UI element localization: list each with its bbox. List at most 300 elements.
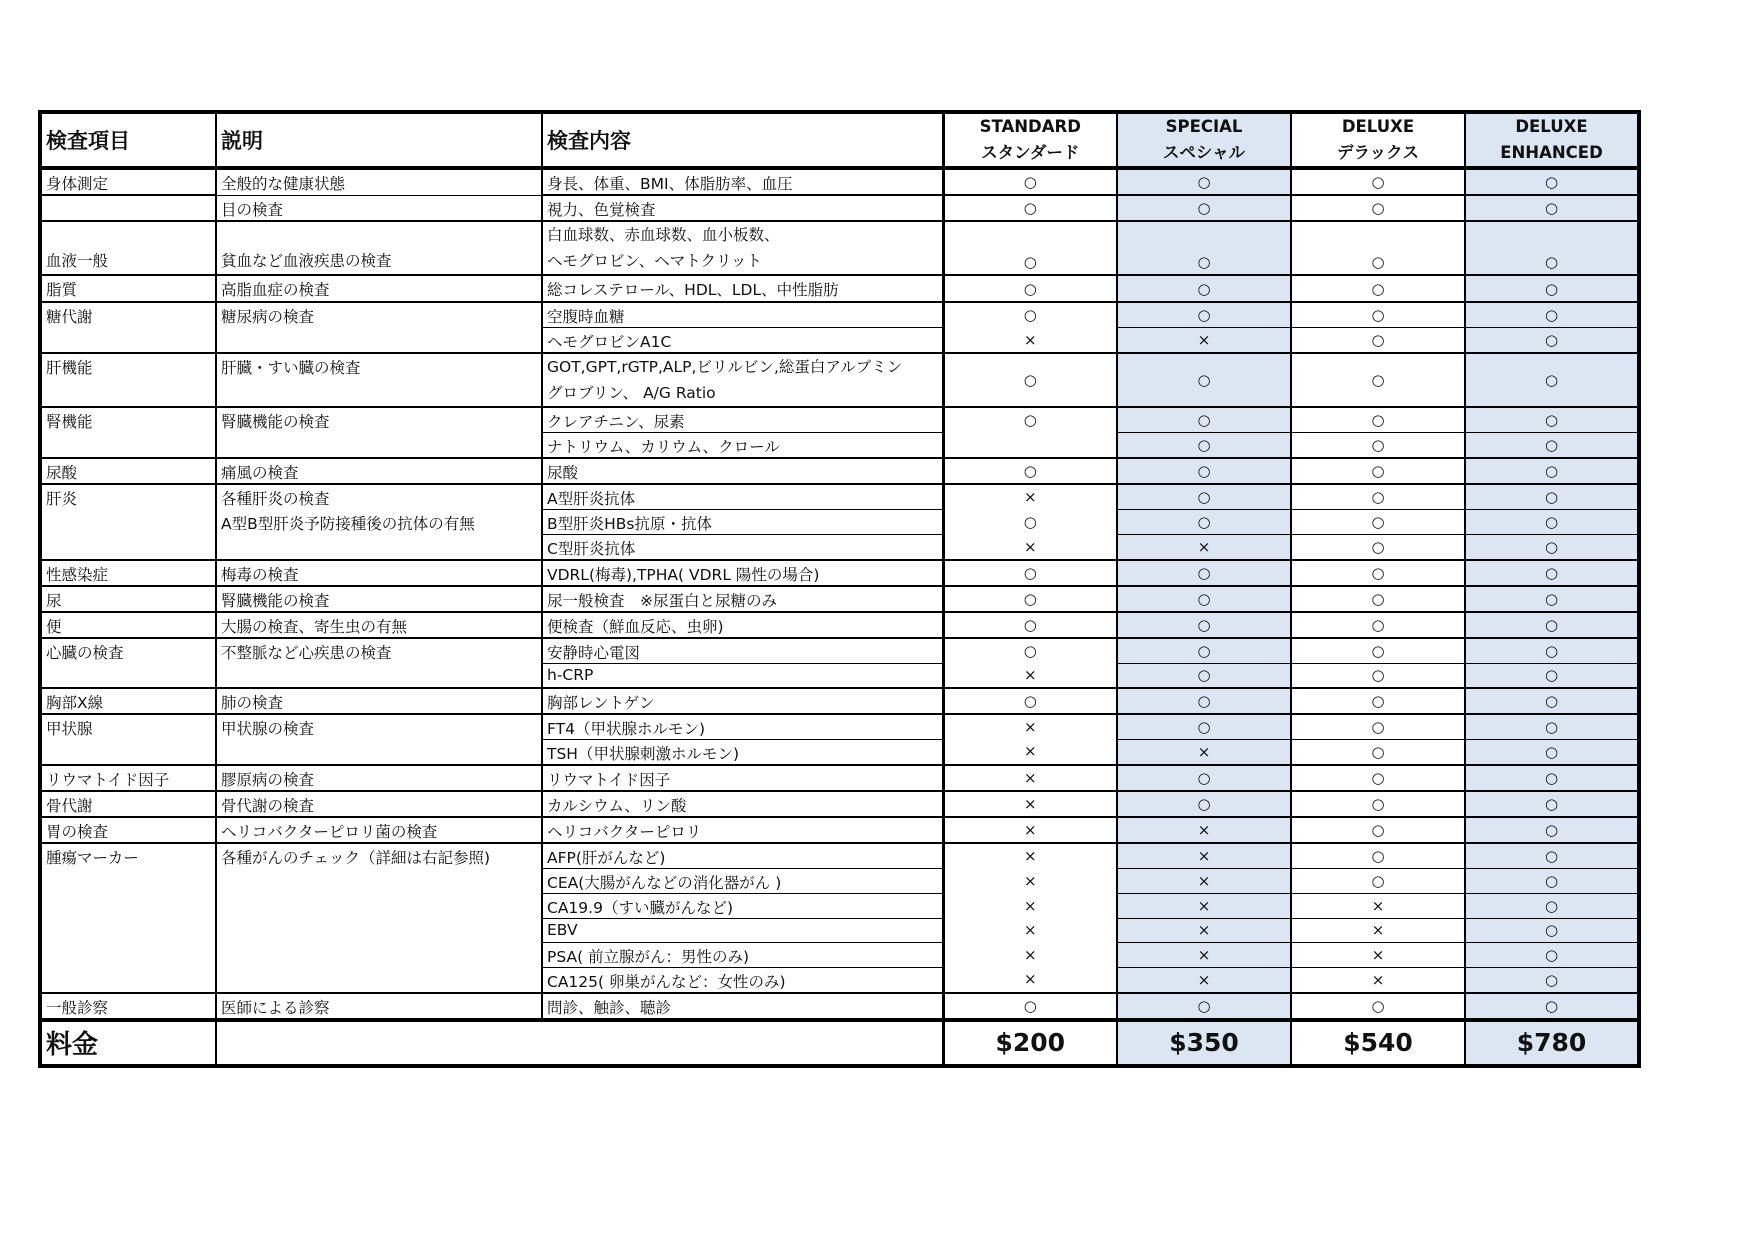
plan-mark-standard (943, 993, 1117, 1020)
circle-mark: ○ (1544, 306, 1559, 324)
plan-mark-deluxe (1291, 817, 1465, 843)
circle-mark: ○ (1371, 306, 1385, 324)
header-row (40, 112, 1639, 168)
circle-mark: ○ (1371, 642, 1385, 660)
plan-mark-special (1117, 195, 1291, 221)
table-row (40, 302, 1639, 328)
plan-mark-deluxe (1291, 843, 1465, 869)
cell-description (216, 942, 542, 967)
plan-mark-special (1117, 638, 1291, 664)
circle-mark: ○ (1197, 590, 1211, 608)
cell-description: 骨代謝の検査 (216, 791, 542, 817)
plan-mark-deluxe (1291, 195, 1465, 221)
plan-mark-special (1117, 765, 1291, 791)
table-row (40, 275, 1639, 302)
cross-mark: × (1023, 666, 1037, 684)
cell-description: 各種がんのチェック（詳細は右記参照) (216, 843, 542, 869)
circle-mark: ○ (1544, 846, 1559, 865)
table-row (40, 664, 1639, 688)
plan-mark-special (1117, 918, 1291, 942)
cross-mark: × (1023, 945, 1037, 964)
cross-mark: × (1023, 896, 1037, 915)
plan-mark-deluxe (1291, 168, 1465, 195)
circle-mark: ○ (1544, 411, 1559, 429)
checkup-price-table (38, 110, 1641, 1068)
cross-mark: × (1023, 537, 1037, 556)
price-standard: $200 (943, 1020, 1117, 1066)
price-label: 料金 (40, 1020, 216, 1066)
cross-mark: × (1197, 538, 1211, 556)
plan-mark-deluxe-enhanced (1465, 714, 1639, 740)
plan-mark-deluxe (1291, 765, 1465, 791)
table-row (40, 714, 1639, 740)
cell-description: 貧血など血液疾患の検査 (216, 221, 542, 275)
plan-mark-standard (943, 560, 1117, 586)
circle-mark: ○ (1023, 371, 1037, 389)
circle-mark: ○ (1023, 253, 1037, 271)
cell-content: 尿酸 (542, 458, 943, 484)
cell-item: 肝機能 (40, 353, 216, 407)
plan-mark-deluxe-enhanced (1465, 221, 1639, 275)
table-row (40, 638, 1639, 664)
table-row (40, 612, 1639, 638)
cell-content: 便検査（鮮血反応、虫卵) (542, 612, 943, 638)
table-row (40, 918, 1639, 942)
circle-mark: ○ (1544, 666, 1559, 685)
cross-mark: × (1197, 846, 1211, 865)
plan-mark-deluxe (1291, 221, 1465, 275)
cell-content: B型肝炎HBs抗原・抗体 (542, 510, 943, 535)
circle-mark: ○ (1371, 411, 1385, 429)
circle-mark: ○ (1544, 173, 1559, 191)
plan-mark-standard (943, 535, 1117, 561)
cell-item: 脂質 (40, 275, 216, 302)
circle-mark: ○ (1023, 306, 1037, 325)
cell-description (216, 328, 542, 354)
cross-mark: × (1023, 768, 1037, 787)
circle-mark: ○ (1197, 691, 1211, 710)
plan-name-ja: デラックス (1336, 143, 1419, 162)
cross-mark: × (1197, 945, 1211, 964)
circle-mark: ○ (1197, 768, 1211, 787)
plan-mark-special (1117, 560, 1291, 586)
plan-name-ja: ENHANCED (1500, 143, 1603, 162)
cell-content: 問診、触診、聴診 (542, 993, 943, 1020)
content-line: 白血球数、赤血球数、血小板数、 (547, 226, 780, 244)
circle-mark: ○ (1371, 717, 1385, 736)
plan-mark-special (1117, 433, 1291, 459)
cell-item: 便 (40, 612, 216, 638)
circle-mark: ○ (1023, 616, 1037, 634)
cell-content: CA125( 卵巣がんなど：女性のみ) (542, 967, 943, 993)
cell-item: 胸部X線 (40, 688, 216, 714)
cell-item: 糖代謝 (40, 302, 216, 328)
cell-description: 梅毒の検査 (216, 560, 542, 586)
plan-mark-deluxe-enhanced (1465, 739, 1639, 765)
plan-mark-standard (943, 221, 1117, 275)
table-row (40, 353, 1639, 407)
plan-mark-special (1117, 353, 1291, 407)
circle-mark: ○ (1023, 691, 1037, 710)
cell-content: 空腹時血糖 (542, 302, 943, 328)
plan-mark-deluxe-enhanced (1465, 275, 1639, 302)
circle-mark: ○ (1371, 436, 1385, 454)
cell-description (216, 739, 542, 765)
cross-mark: × (1023, 846, 1037, 865)
plan-mark-standard (943, 638, 1117, 664)
cell-description: 不整脈など心疾患の検査 (216, 638, 542, 664)
plan-mark-standard (943, 510, 1117, 535)
cell-description: 目の検査 (216, 195, 542, 221)
cell-item: 性感染症 (40, 560, 216, 586)
cell-item: 骨代謝 (40, 791, 216, 817)
table-row (40, 560, 1639, 586)
plan-mark-deluxe-enhanced (1465, 843, 1639, 869)
circle-mark: ○ (1544, 768, 1559, 787)
header-description: 説明 (216, 112, 542, 168)
plan-mark-special (1117, 302, 1291, 328)
plan-mark-deluxe-enhanced (1465, 612, 1639, 638)
table-row (40, 942, 1639, 967)
cross-mark: × (1197, 921, 1211, 939)
plan-mark-deluxe (1291, 993, 1465, 1020)
cell-description: A型B型肝炎予防接種後の抗体の有無 (216, 510, 542, 535)
plan-mark-standard (943, 817, 1117, 843)
cell-content: A型肝炎抗体 (542, 484, 943, 510)
plan-mark-deluxe-enhanced (1465, 407, 1639, 433)
cross-mark: × (1023, 330, 1037, 349)
cell-description: 痛風の検査 (216, 458, 542, 484)
plan-mark-standard (943, 275, 1117, 302)
circle-mark: ○ (1371, 371, 1385, 389)
cell-description (216, 868, 542, 893)
cell-content (542, 221, 943, 275)
cell-description: 全般的な健康状態 (216, 168, 542, 195)
circle-mark: ○ (1023, 642, 1037, 661)
cell-description: 大腸の検査、寄生虫の有無 (216, 612, 542, 638)
cell-description (216, 535, 542, 561)
plan-mark-deluxe (1291, 918, 1465, 942)
circle-mark: ○ (1544, 564, 1559, 582)
plan-mark-deluxe (1291, 586, 1465, 612)
circle-mark: ○ (1544, 820, 1559, 839)
plan-mark-special (1117, 817, 1291, 843)
circle-mark: ○ (1544, 896, 1559, 915)
circle-mark: ○ (1544, 996, 1559, 1015)
circle-mark: ○ (1023, 462, 1037, 480)
circle-mark: ○ (1544, 436, 1559, 454)
cross-mark: × (1023, 921, 1037, 939)
cell-item: 心臓の検査 (40, 638, 216, 664)
plan-mark-deluxe (1291, 612, 1465, 638)
cell-item: 肝炎 (40, 484, 216, 510)
circle-mark: ○ (1197, 279, 1211, 298)
circle-mark: ○ (1371, 691, 1385, 710)
cell-description: 腎臓機能の検査 (216, 407, 542, 433)
circle-mark: ○ (1371, 331, 1385, 349)
cell-content: 身長、体重、BMI、体脂肪率、血圧 (542, 168, 943, 195)
cell-description (216, 918, 542, 942)
plan-mark-deluxe-enhanced (1465, 791, 1639, 817)
plan-mark-deluxe (1291, 407, 1465, 433)
content-line: グロブリン、 A/G Ratio (547, 384, 716, 402)
circle-mark: ○ (1197, 996, 1211, 1015)
plan-mark-standard (943, 893, 1117, 918)
circle-mark: ○ (1371, 513, 1385, 531)
cell-item (40, 893, 216, 918)
circle-mark: ○ (1197, 173, 1211, 191)
plan-mark-special (1117, 328, 1291, 354)
table-row (40, 688, 1639, 714)
cell-item (40, 967, 216, 993)
cross-mark: × (1371, 896, 1385, 915)
plan-mark-deluxe (1291, 664, 1465, 688)
cell-item: 胃の検査 (40, 817, 216, 843)
plan-mark-deluxe-enhanced (1465, 195, 1639, 221)
plan-mark-standard (943, 739, 1117, 765)
circle-mark: ○ (1197, 306, 1211, 324)
price-row (40, 1020, 1639, 1066)
circle-mark: ○ (1371, 564, 1385, 582)
plan-mark-deluxe (1291, 458, 1465, 484)
plan-mark-standard (943, 843, 1117, 869)
circle-mark: ○ (1544, 538, 1559, 556)
plan-mark-deluxe-enhanced (1465, 765, 1639, 791)
plan-mark-special (1117, 967, 1291, 993)
cell-item (40, 918, 216, 942)
plan-mark-deluxe (1291, 638, 1465, 664)
content-line: GOT,GPT,rGTP,ALP,ビリルビン,総蛋白アルブミン (547, 358, 903, 376)
cell-description: 糖尿病の検査 (216, 302, 542, 328)
circle-mark: ○ (1197, 564, 1211, 582)
circle-mark: ○ (1023, 996, 1037, 1015)
cross-mark: × (1197, 331, 1211, 349)
price-special: $350 (1117, 1020, 1291, 1066)
circle-mark: ○ (1371, 590, 1385, 608)
plan-mark-special (1117, 535, 1291, 561)
cell-item (40, 195, 216, 221)
cell-item (40, 868, 216, 893)
header-plan-standard (943, 112, 1117, 168)
plan-mark-standard (943, 168, 1117, 195)
cell-description: 甲状腺の検査 (216, 714, 542, 740)
plan-mark-standard (943, 302, 1117, 328)
circle-mark: ○ (1544, 871, 1559, 890)
plan-mark-standard (943, 868, 1117, 893)
plan-mark-deluxe-enhanced (1465, 638, 1639, 664)
table-row (40, 765, 1639, 791)
table-row (40, 458, 1639, 484)
plan-mark-deluxe (1291, 893, 1465, 918)
plan-mark-special (1117, 739, 1291, 765)
plan-mark-special (1117, 942, 1291, 967)
cell-item: 腫瘍マーカー (40, 843, 216, 869)
header-plan-deluxe (1291, 112, 1465, 168)
header-plan-deluxe-enhanced (1465, 112, 1639, 168)
plan-mark-special (1117, 612, 1291, 638)
plan-mark-standard (943, 791, 1117, 817)
circle-mark: ○ (1197, 794, 1211, 813)
table-row (40, 407, 1639, 433)
plan-mark-special (1117, 791, 1291, 817)
plan-mark-deluxe-enhanced (1465, 535, 1639, 561)
circle-mark: ○ (1371, 488, 1385, 506)
cell-content: C型肝炎抗体 (542, 535, 943, 561)
cross-mark: × (1197, 742, 1211, 761)
plan-mark-deluxe (1291, 868, 1465, 893)
circle-mark: ○ (1371, 820, 1385, 839)
cell-description (216, 893, 542, 918)
cross-mark: × (1371, 945, 1385, 964)
circle-mark: ○ (1371, 253, 1385, 271)
cell-item: 血液一般 (40, 221, 216, 275)
circle-mark: ○ (1544, 253, 1559, 271)
plan-name-ja: スタンダード (981, 143, 1080, 162)
cell-content: EBV (542, 918, 943, 942)
plan-mark-deluxe-enhanced (1465, 328, 1639, 354)
table-row (40, 586, 1639, 612)
plan-name-ja: スペシャル (1162, 143, 1246, 162)
cell-content: 尿一般検査 ※尿蛋白と尿糖のみ (542, 586, 943, 612)
circle-mark: ○ (1197, 436, 1211, 454)
cell-description: 膠原病の検査 (216, 765, 542, 791)
circle-mark: ○ (1371, 462, 1385, 480)
table-row (40, 817, 1639, 843)
plan-mark-standard (943, 765, 1117, 791)
table-row (40, 328, 1639, 354)
header-content: 検査内容 (542, 112, 943, 168)
plan-mark-deluxe-enhanced (1465, 967, 1639, 993)
circle-mark: ○ (1197, 253, 1211, 271)
plan-mark-deluxe (1291, 739, 1465, 765)
plan-mark-deluxe-enhanced (1465, 168, 1639, 195)
circle-mark: ○ (1371, 616, 1385, 634)
plan-name-en: DELUXE (1341, 117, 1415, 136)
circle-mark: ○ (1544, 513, 1559, 531)
plan-mark-deluxe-enhanced (1465, 664, 1639, 688)
cell-description: 医師による診察 (216, 993, 542, 1020)
cell-description: 高脂血症の検査 (216, 275, 542, 302)
cell-content: カルシウム、リン酸 (542, 791, 943, 817)
plan-mark-deluxe-enhanced (1465, 510, 1639, 535)
plan-mark-deluxe-enhanced (1465, 560, 1639, 586)
plan-mark-deluxe (1291, 560, 1465, 586)
plan-mark-special (1117, 458, 1291, 484)
circle-mark: ○ (1023, 590, 1037, 608)
cell-content: リウマトイド因子 (542, 765, 943, 791)
plan-mark-special (1117, 510, 1291, 535)
price-empty-cell (216, 1020, 943, 1066)
cell-description: 肝臓・すい臓の検査 (216, 353, 542, 407)
cross-mark: × (1023, 871, 1037, 890)
circle-mark: ○ (1544, 616, 1559, 634)
plan-mark-special (1117, 993, 1291, 1020)
cell-item (40, 510, 216, 535)
table-row (40, 484, 1639, 510)
cross-mark: × (1023, 820, 1037, 839)
cell-description (216, 967, 542, 993)
plan-mark-deluxe-enhanced (1465, 993, 1639, 1020)
plan-mark-deluxe-enhanced (1465, 893, 1639, 918)
plan-mark-standard (943, 688, 1117, 714)
plan-mark-deluxe-enhanced (1465, 353, 1639, 407)
price-deluxe: $540 (1291, 1020, 1465, 1066)
cell-content: CEA(大腸がんなどの消化器がん ) (542, 868, 943, 893)
circle-mark: ○ (1197, 717, 1211, 736)
circle-mark: ○ (1544, 970, 1559, 989)
cell-content: PSA( 前立腺がん：男性のみ) (542, 942, 943, 967)
cell-content: ナトリウム、カリウム、クロール (542, 433, 943, 459)
plan-mark-special (1117, 688, 1291, 714)
circle-mark: ○ (1544, 462, 1559, 480)
cross-mark: × (1197, 871, 1211, 890)
circle-mark: ○ (1197, 642, 1211, 660)
table-row (40, 195, 1639, 221)
plan-mark-standard (943, 195, 1117, 221)
plan-mark-special (1117, 893, 1291, 918)
circle-mark: ○ (1544, 921, 1559, 939)
plan-mark-standard (943, 484, 1117, 510)
plan-mark-deluxe (1291, 275, 1465, 302)
cross-mark: × (1371, 970, 1385, 989)
circle-mark: ○ (1544, 742, 1559, 761)
cell-content: クレアチニン、尿素 (542, 407, 943, 433)
plan-mark-deluxe-enhanced (1465, 688, 1639, 714)
plan-mark-deluxe-enhanced (1465, 302, 1639, 328)
circle-mark: ○ (1197, 513, 1211, 531)
circle-mark: ○ (1544, 717, 1559, 736)
circle-mark: ○ (1544, 199, 1559, 217)
cell-content: 視力、色覚検査 (542, 195, 943, 221)
plan-mark-deluxe (1291, 484, 1465, 510)
plan-mark-special (1117, 586, 1291, 612)
cell-item (40, 942, 216, 967)
circle-mark: ○ (1023, 564, 1037, 582)
plan-mark-standard (943, 433, 1117, 459)
plan-mark-special (1117, 407, 1291, 433)
circle-mark: ○ (1023, 199, 1037, 217)
plan-name-en: SPECIAL (1165, 117, 1243, 136)
cell-item: 腎機能 (40, 407, 216, 433)
cross-mark: × (1197, 970, 1211, 989)
cell-content: FT4（甲状腺ホルモン) (542, 714, 943, 740)
plan-mark-deluxe (1291, 688, 1465, 714)
cross-mark: × (1023, 970, 1037, 989)
plan-mark-special (1117, 484, 1291, 510)
circle-mark: ○ (1197, 371, 1211, 389)
plan-mark-deluxe (1291, 433, 1465, 459)
plan-mark-special (1117, 275, 1291, 302)
circle-mark: ○ (1544, 488, 1559, 506)
plan-mark-special (1117, 664, 1291, 688)
cell-content: 安静時心電図 (542, 638, 943, 664)
circle-mark: ○ (1544, 279, 1559, 298)
circle-mark: ○ (1197, 411, 1211, 429)
cell-item: 尿 (40, 586, 216, 612)
cross-mark: × (1023, 794, 1037, 813)
plan-mark-standard (943, 458, 1117, 484)
circle-mark: ○ (1371, 794, 1385, 813)
cell-item: 身体測定 (40, 168, 216, 195)
plan-mark-special (1117, 843, 1291, 869)
plan-mark-deluxe (1291, 714, 1465, 740)
table-row (40, 739, 1639, 765)
cell-item (40, 535, 216, 561)
cell-content: h-CRP (542, 664, 943, 688)
plan-mark-standard (943, 918, 1117, 942)
plan-mark-deluxe-enhanced (1465, 484, 1639, 510)
cell-item: 一般診察 (40, 993, 216, 1020)
